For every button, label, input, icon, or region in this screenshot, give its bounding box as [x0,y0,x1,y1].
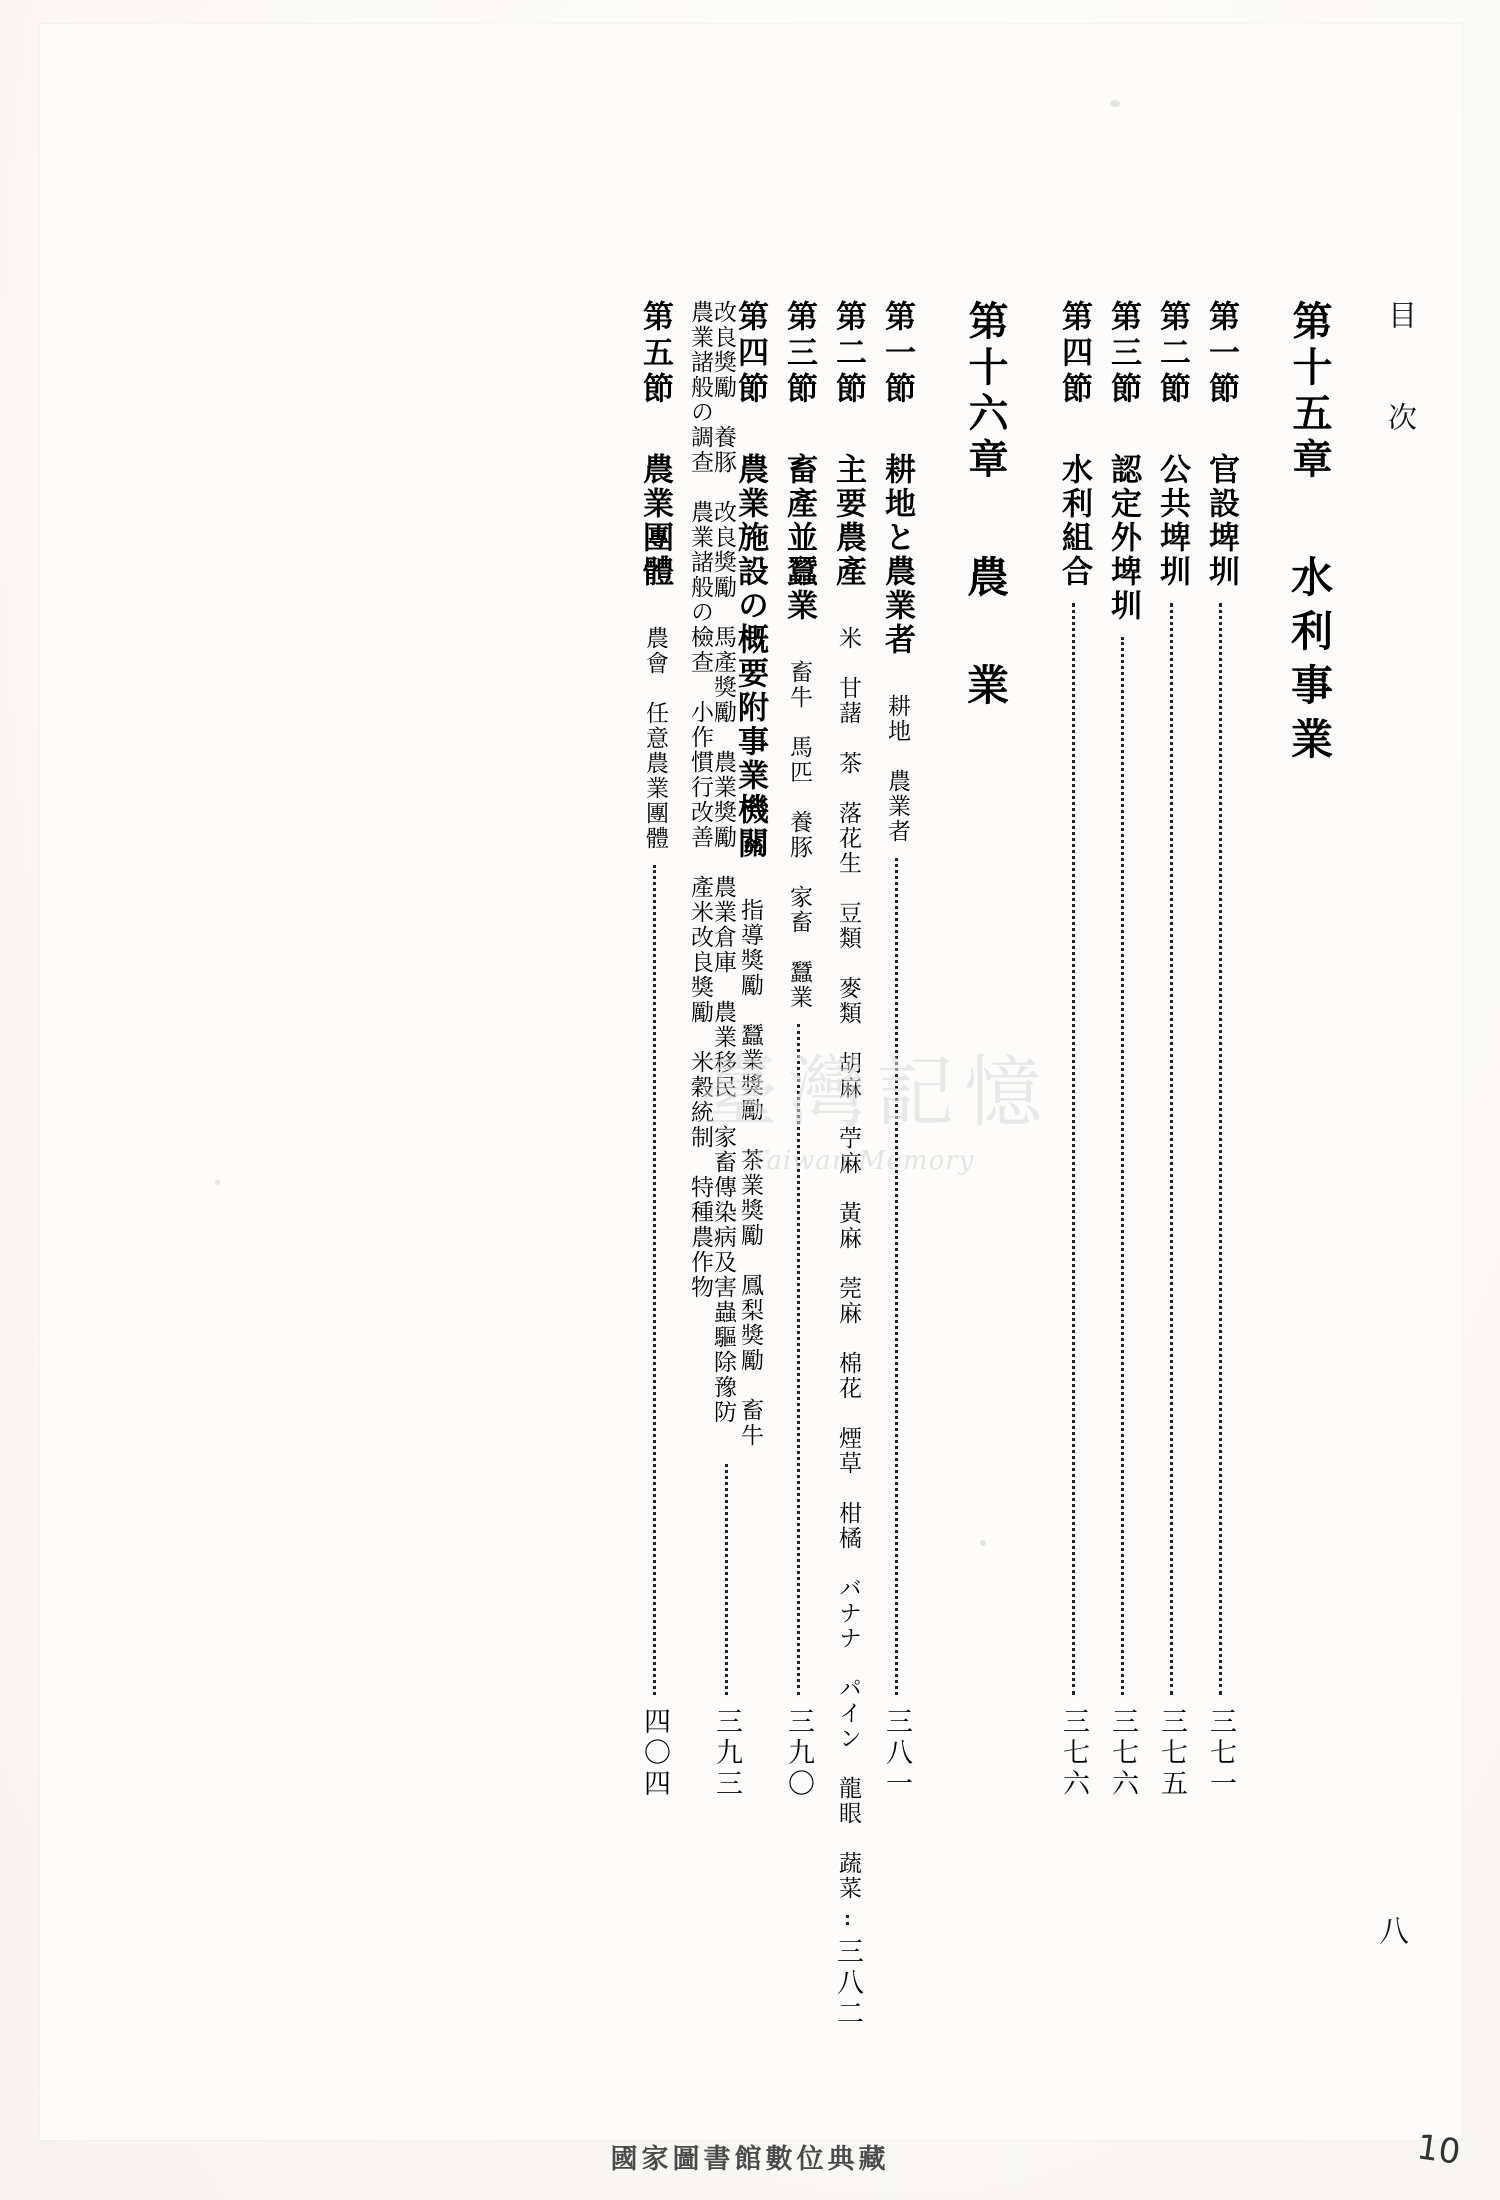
dot-leader [653,865,656,1695]
page-ref: 三七六 [1058,1707,1089,1800]
chapter-number: 第十五章 [1286,300,1333,484]
toc-entry[interactable] [1105,300,1141,1800]
section-label: 第四節 [1056,300,1092,408]
toc-entry[interactable] [781,300,817,1800]
section-subitems: 米 甘藷 茶 落花生 豆類 麥類 胡麻 苧麻 黃麻 莞麻 棉花 煙草 柑橘 バナナ パイン 龍眼 蔬菜 [835,626,861,1901]
page-ref: 三九〇 [783,1707,814,1800]
page-ref: 三八二 [832,1937,863,2030]
chapter-heading[interactable] [1285,300,1334,1800]
section-title: 農業施設の概要附事業機關 [732,453,768,861]
section-title: 耕地と農業者 [879,453,915,657]
dot-leader [846,1915,849,1925]
section-subitems: 指導獎勵 蠶業獎勵 茶業獎勵 鳳梨獎勵 畜牛改良獎勵 養豚 改良獎勵 馬產獎勵 農業獎勵 農業倉庫 農業移民 家畜傳染病及害蟲驅除豫防 農業諸般の調查 農業諸般の檢查 小作慣行改善 產米改良獎勵 米穀統制 特種農作物 [687,300,763,1450]
section-label: 第三節 [1105,300,1141,408]
section-title: 主要農產 [830,453,866,589]
page-ref: 三七六 [1107,1707,1138,1800]
page-ref: 三七五 [1156,1707,1187,1800]
toc-entry[interactable] [879,300,915,1800]
page-ref: 三七一 [1205,1707,1236,1800]
dot-leader [1219,603,1222,1695]
section-label: 第五節 [637,300,673,408]
page-ref: 三八一 [881,1707,912,1800]
toc-entry[interactable] [1154,300,1190,1800]
chapter-title: 農 業 [961,555,1010,717]
section-subitems: 耕地 農業者 [884,694,910,844]
watermark-subtext: Taiwan Memory [750,1146,975,1176]
section-title: 認定外埤圳 [1105,453,1141,623]
chapter-heading[interactable] [961,300,1010,1800]
section-label: 第一節 [1203,300,1239,408]
toc-entry[interactable] [687,300,768,1800]
toc-entry[interactable] [830,300,866,2030]
scan-speck [1110,100,1120,107]
toc-entry[interactable] [637,300,673,1800]
table-of-contents [150,300,1334,2030]
watermark-text: 臺灣記憶 [700,1048,1053,1138]
section-label: 第一節 [879,300,915,408]
dot-leader [725,1464,728,1695]
section-title: 農業團體 [637,453,673,589]
page-title: 目 次 [1384,300,1418,453]
section-subitems: 畜牛 馬匹 養豚 家畜 蠶業 [786,660,812,1010]
toc-entry[interactable] [1056,300,1092,1800]
section-title: 水利組合 [1056,453,1092,589]
section-title: 官設埤圳 [1203,453,1239,589]
page-number: 八 [1373,1915,1408,1945]
dot-leader [1170,603,1173,1695]
handwritten-page-mark: 10 [1414,2127,1463,2173]
page-ref: 三九三 [711,1707,742,1800]
dot-leader [797,1024,800,1695]
dot-leader [1121,637,1124,1695]
section-subitems: 農會 任意農業團體 [642,626,668,851]
page-ref: 四〇四 [639,1707,670,1800]
dot-leader [1072,603,1075,1695]
chapter-number: 第十六章 [962,300,1009,484]
section-label: 第四節 [732,300,768,408]
section-title: 畜產並蠶業 [781,453,817,623]
section-label: 第三節 [781,300,817,408]
section-label: 第二節 [1154,300,1190,408]
toc-entry[interactable] [1203,300,1239,1800]
section-label: 第二節 [830,300,866,408]
section-title: 公共埤圳 [1154,453,1190,589]
dot-leader [895,858,898,1695]
library-stamp: 國家圖書館數位典藏 [610,2144,890,2175]
chapter-title: 水利事業 [1285,555,1334,771]
